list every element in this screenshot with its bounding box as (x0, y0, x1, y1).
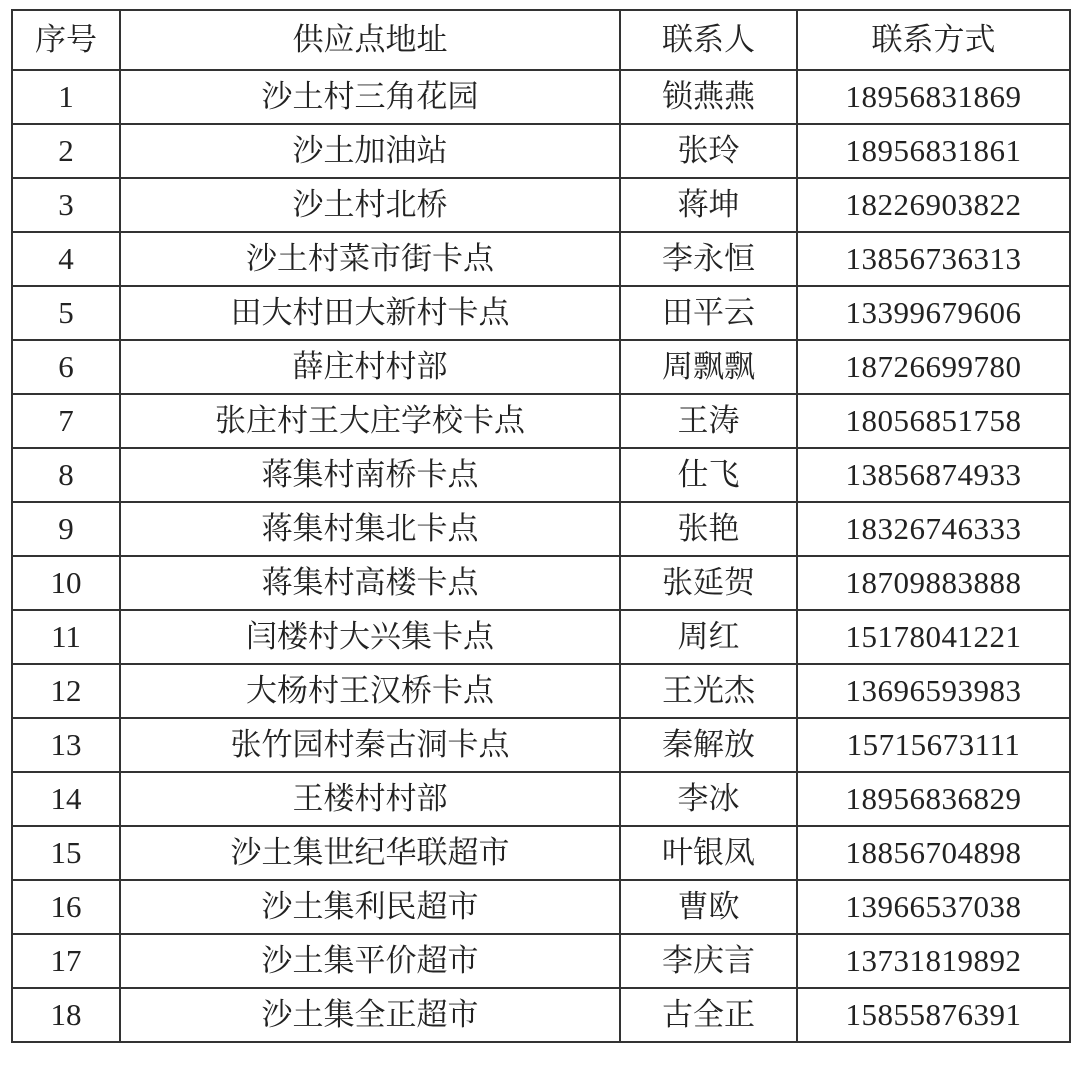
cell-phone: 13966537038 (797, 880, 1070, 934)
cell-phone: 13856736313 (797, 232, 1070, 286)
cell-contact: 锁燕燕 (620, 70, 797, 124)
cell-phone: 18856704898 (797, 826, 1070, 880)
cell-no: 3 (12, 178, 120, 232)
table-row (12, 448, 1070, 502)
cell-phone: 13731819892 (797, 934, 1070, 988)
cell-contact: 田平云 (620, 286, 797, 340)
cell-no: 9 (12, 502, 120, 556)
cell-no: 18 (12, 988, 120, 1042)
cell-no: 15 (12, 826, 120, 880)
cell-address: 沙土集利民超市 (120, 880, 620, 934)
cell-address: 田大村田大新村卡点 (120, 286, 620, 340)
cell-contact: 王光杰 (620, 664, 797, 718)
cell-no: 13 (12, 718, 120, 772)
supply-point-sheet (11, 9, 1069, 1043)
table-row (12, 124, 1070, 178)
table-row (12, 826, 1070, 880)
cell-no: 6 (12, 340, 120, 394)
table-row (12, 934, 1070, 988)
table-header-row (12, 10, 1070, 70)
cell-contact: 仕飞 (620, 448, 797, 502)
cell-address: 薛庄村村部 (120, 340, 620, 394)
table-row (12, 232, 1070, 286)
cell-phone: 13696593983 (797, 664, 1070, 718)
header-contact: 联系人 (620, 10, 797, 70)
table-body (12, 70, 1070, 1042)
cell-phone: 18726699780 (797, 340, 1070, 394)
cell-address: 蒋集村集北卡点 (120, 502, 620, 556)
cell-address: 闫楼村大兴集卡点 (120, 610, 620, 664)
table-row (12, 286, 1070, 340)
cell-contact: 曹欧 (620, 880, 797, 934)
cell-phone: 15178041221 (797, 610, 1070, 664)
cell-no: 17 (12, 934, 120, 988)
cell-address: 大杨村王汉桥卡点 (120, 664, 620, 718)
cell-no: 5 (12, 286, 120, 340)
header-address: 供应点地址 (120, 10, 620, 70)
cell-contact: 周飘飘 (620, 340, 797, 394)
cell-no: 14 (12, 772, 120, 826)
cell-no: 12 (12, 664, 120, 718)
cell-address: 沙土集全正超市 (120, 988, 620, 1042)
cell-contact: 周红 (620, 610, 797, 664)
cell-address: 王楼村村部 (120, 772, 620, 826)
cell-phone: 18956831861 (797, 124, 1070, 178)
table-row (12, 880, 1070, 934)
cell-address: 沙土村三角花园 (120, 70, 620, 124)
cell-contact: 张艳 (620, 502, 797, 556)
cell-address: 蒋集村南桥卡点 (120, 448, 620, 502)
cell-contact: 王涛 (620, 394, 797, 448)
cell-phone: 15855876391 (797, 988, 1070, 1042)
cell-phone: 18956836829 (797, 772, 1070, 826)
cell-phone: 18226903822 (797, 178, 1070, 232)
table-row (12, 502, 1070, 556)
cell-contact: 张延贺 (620, 556, 797, 610)
header-phone: 联系方式 (797, 10, 1070, 70)
table-row (12, 340, 1070, 394)
cell-contact: 蒋坤 (620, 178, 797, 232)
table-row (12, 178, 1070, 232)
cell-no: 7 (12, 394, 120, 448)
header-no: 序号 (12, 10, 120, 70)
cell-address: 沙土村菜市街卡点 (120, 232, 620, 286)
cell-contact: 李庆言 (620, 934, 797, 988)
supply-point-table (11, 9, 1071, 1043)
cell-no: 11 (12, 610, 120, 664)
cell-no: 16 (12, 880, 120, 934)
table-row (12, 772, 1070, 826)
cell-contact: 秦解放 (620, 718, 797, 772)
cell-phone: 18709883888 (797, 556, 1070, 610)
cell-phone: 15715673111 (797, 718, 1070, 772)
cell-address: 蒋集村高楼卡点 (120, 556, 620, 610)
table-row (12, 556, 1070, 610)
cell-address: 张竹园村秦古洞卡点 (120, 718, 620, 772)
cell-phone: 13399679606 (797, 286, 1070, 340)
table-row (12, 718, 1070, 772)
cell-contact: 叶银凤 (620, 826, 797, 880)
cell-contact: 古全正 (620, 988, 797, 1042)
cell-no: 2 (12, 124, 120, 178)
cell-phone: 18956831869 (797, 70, 1070, 124)
cell-phone: 13856874933 (797, 448, 1070, 502)
cell-phone: 18326746333 (797, 502, 1070, 556)
cell-no: 1 (12, 70, 120, 124)
table-row (12, 70, 1070, 124)
cell-no: 10 (12, 556, 120, 610)
table-row (12, 988, 1070, 1042)
cell-address: 张庄村王大庄学校卡点 (120, 394, 620, 448)
cell-no: 4 (12, 232, 120, 286)
cell-address: 沙土集世纪华联超市 (120, 826, 620, 880)
cell-contact: 张玲 (620, 124, 797, 178)
cell-contact: 李永恒 (620, 232, 797, 286)
cell-no: 8 (12, 448, 120, 502)
cell-contact: 李冰 (620, 772, 797, 826)
table-row (12, 394, 1070, 448)
cell-address: 沙土集平价超市 (120, 934, 620, 988)
table-row (12, 610, 1070, 664)
table-row (12, 664, 1070, 718)
cell-phone: 18056851758 (797, 394, 1070, 448)
cell-address: 沙土村北桥 (120, 178, 620, 232)
cell-address: 沙土加油站 (120, 124, 620, 178)
